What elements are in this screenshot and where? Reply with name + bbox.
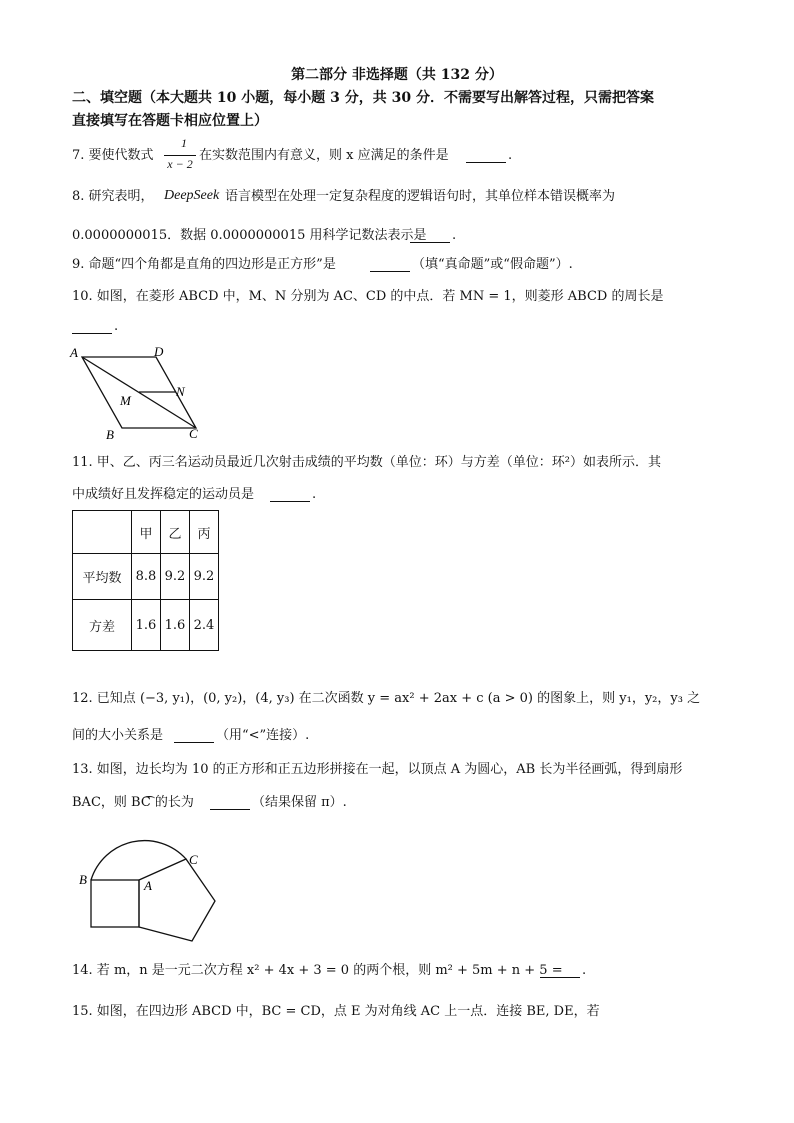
label-n: N: [176, 384, 185, 399]
table-cell: 9.2: [161, 554, 190, 600]
table-header-cell: 乙: [161, 511, 190, 554]
table-cell: 1.6: [161, 600, 190, 651]
square: [91, 880, 139, 927]
q9-answer-blank[interactable]: [370, 259, 410, 272]
q11-answer-blank[interactable]: [270, 489, 310, 502]
arc-bc: [91, 841, 186, 880]
q12-answer-blank[interactable]: [174, 730, 214, 743]
table-cell: 平均数: [73, 554, 132, 600]
q8-line2: 0.0000000015．数据 0.0000000015 用科学记数法表示是: [72, 228, 427, 243]
label-d: D: [154, 344, 164, 359]
rhombus-figure: [66, 342, 216, 444]
part-title: 第二部分 非选择题（共 132 分）: [291, 67, 503, 83]
q11-line2: 中成绩好且发挥稳定的运动员是: [72, 487, 255, 502]
q15-text: 15. 如图，在四边形 ABCD 中，BC = CD，点 E 为对角线 AC 上一点．连接 BE, DE，若: [72, 1004, 600, 1019]
q11-end: .: [312, 487, 317, 502]
table-row: [73, 554, 219, 600]
q8-brand: DeepSeek: [164, 188, 220, 203]
q12-line2b: （用“<”连接）.: [216, 728, 310, 743]
arc-symbol: [143, 796, 155, 801]
q10-answer-blank[interactable]: [72, 321, 112, 334]
table-cell: 8.8: [132, 554, 161, 600]
table-header-cell: 丙: [190, 511, 219, 554]
label-a: A: [70, 345, 78, 360]
q7-fraction-bar: [164, 155, 196, 156]
q13-answer-blank[interactable]: [210, 797, 250, 810]
score-table: [72, 510, 219, 651]
q14-answer-blank[interactable]: [540, 965, 580, 978]
q9-suffix: （填“真命题”或“假命题”）.: [412, 257, 573, 272]
q7-answer-blank[interactable]: [466, 150, 506, 163]
label-m: M: [120, 393, 131, 408]
label-a: A: [144, 878, 152, 893]
table-cell: 2.4: [190, 600, 219, 651]
q8-line1-a: 8. 研究表明，: [72, 189, 154, 204]
table-cell: 1.6: [132, 600, 161, 651]
section-heading-line1: 二、填空题（本大题共 10 小题，每小题 3 分，共 30 分．不需要写出解答过程，只需把答案: [72, 90, 654, 106]
q12-line1: 12. 已知点 (−3, y₁)，(0, y₂)，(4, y₃) 在二次函数 y = ax² + 2ax + c (a > 0) 的图象上，则 y₁，y₂，y₃ 之: [72, 691, 701, 706]
table-header-cell: 甲: [132, 511, 161, 554]
q7-end: .: [508, 148, 513, 163]
q11-line1: 11. 甲、乙、丙三名运动员最近几次射击成绩的平均数（单位：环）与方差（单位：环²）如表所示．其: [72, 455, 662, 470]
q12-line2a: 间的大小关系是: [72, 728, 164, 743]
q13-line1: 13. 如图，边长均为 10 的正方形和正五边形拼接在一起，以顶点 A 为圆心，AB 长为半径画弧，得到扇形: [72, 762, 683, 777]
q14-end: .: [582, 963, 587, 978]
label-c: C: [189, 852, 198, 867]
table-cell: 方差: [73, 600, 132, 651]
section-heading-line2: 直接填写在答题卡相应位置上）: [72, 113, 268, 129]
q8-answer-blank[interactable]: [410, 230, 450, 243]
q10-line1: 10. 如图，在菱形 ABCD 中，M、N 分别为 AC、CD 的中点．若 MN = 1，则菱形 ABCD 的周长是: [72, 289, 664, 304]
q8-end: .: [452, 228, 457, 243]
q14-text: 14. 若 m，n 是一元二次方程 x² + 4x + 3 = 0 的两个根，则 m² + 5m + n + 5 =: [72, 963, 563, 978]
table-header-cell: [73, 511, 132, 554]
table-row: [73, 600, 219, 651]
table-header-row: [73, 511, 219, 554]
q9-prefix: 9. 命题“四个角都是直角的四边形是正方形”是: [72, 257, 336, 272]
q7-prefix: 7. 要使代数式: [72, 148, 154, 163]
q7-suffix: 在实数范围内有意义，则 x 应满足的条件是: [199, 148, 449, 163]
label-b: B: [79, 872, 87, 887]
table-cell: 9.2: [190, 554, 219, 600]
q8-line1-b: 语言模型在处理一定复杂程度的逻辑语句时，其单位样本错误概率为: [225, 189, 616, 204]
q7-numerator: 1: [181, 136, 187, 150]
q7-denominator: x − 2: [167, 157, 193, 171]
square-pentagon-figure: [74, 818, 224, 946]
q10-end: .: [114, 319, 119, 334]
pentagon: [139, 859, 215, 941]
label-b: B: [106, 427, 114, 442]
label-c: C: [189, 426, 198, 441]
q13-line2a: BAC，则 BC 的长为: [72, 795, 194, 810]
q13-line2b: （结果保留 π）.: [252, 795, 347, 810]
